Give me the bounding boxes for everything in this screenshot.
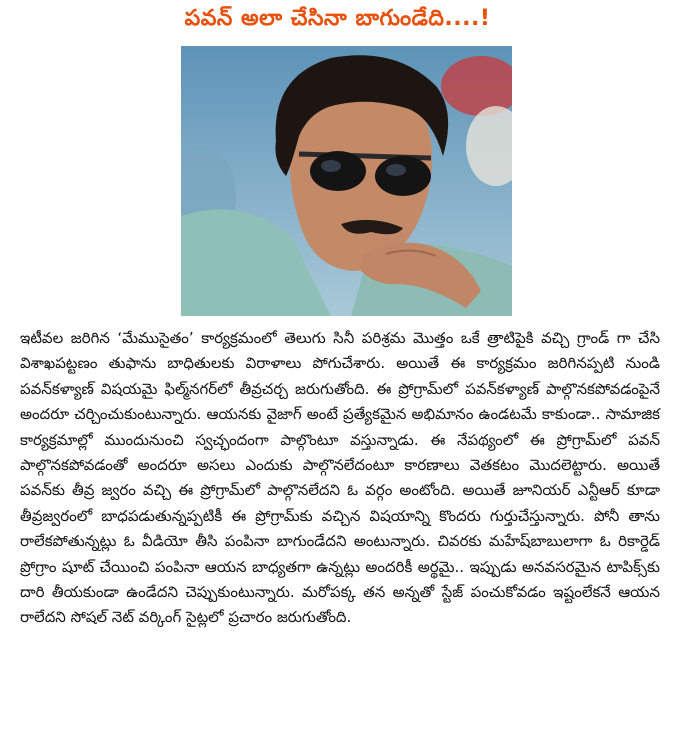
portrait-photo-icon (181, 46, 512, 316)
article-photo (181, 46, 512, 316)
article-body (20, 326, 660, 631)
article-paragraph: ఇటీవల జరిగిన ‘మేముసైతం’ కార్యక్రమంలో తెలుగు సినీ పరిశ్రమ మొత్తం ఒకే త్రాటిపైకి వచ్చి గ్రాండ్ గా చేసి విశాఖపట్టణం తుఫాను బాధితులకు విరాళాలు పోగుచేశారు. అయితే ఈ కార్యక్రమం జరిగినప్పటి నుండి పవన్‌కళ్యాణ్ విషయమై ఫిల్మ్‌నగర్‌లో తీవ్రచర్చ జరుగుతోంది. ఈ ప్రోగ్రామ్‌లో పవన్‌కళ్యాణ్ పాల్గొనకపోవడంపైనే అందరూ చర్చించుకుంటున్నారు. ఆయనకు వైజాగ్ అంటే ప్రత్యేకమైన అభిమానం ఉండటమే కాకుండా.. సామాజిక కార్యక్రమాల్లో ముందునుంచి స్వచ్ఛందంగా పాల్గొంటూ వస్తున్నాడు. ఈ నేపథ్యంలో ఈ ప్రోగ్రామ్‌లో పవన్ పాల్గొనకపోవడంతో అందరూ అసలు ఎందుకు పాల్గొనలేదంటూ కారణాలు వెతకటం మొదలెట్టారు. అయితే పవన్‌కు తీవ్ర జ్వరం వచ్చి ఈ ప్రోగ్రామ్‌లో పాల్గొనలేదని ఓ వర్గం అంటోంది. అయితే జూనియర్ ఎన్టీఆర్ కూడా తీవ్రజ్వరంలో బాధపడుతున్నప్పటికీ ఈ ప్రోగ్రామ్‌కు వచ్చిన విషయాన్ని కొందరు గుర్తుచేస్తున్నారు. పోనీ తాను రాలేకపోతున్నట్లు ఓ వీడియో తీసి పంపినా బాగుండేదని అంటున్నారు. చివరకు మహేష్‌బాబులాగా ఓ రికార్డెడ్ ప్రోగ్రాం షూట్ చేయించి పంపినా ఆయన బాధ్యతగా ఉన్నట్లు అందరికీ అర్థమై.. ఇప్పుడు అనవసరమైన టాపిక్స్‌కు దారి తీయకుండా ఉండేదని చెప్పుకుంటున్నారు. మరోపక్క తన అన్నతో స్టేజ్ పంచుకోవడం ఇష్టంలేకనే ఆయన రాలేదని సోషల్ నెట్ వర్కింగ్ సైట్లలో ప్రచారం జరుగుతోంది. (20, 329, 660, 627)
article-title: పవన్ అలా చేసినా బాగుండేది....! (184, 6, 491, 31)
